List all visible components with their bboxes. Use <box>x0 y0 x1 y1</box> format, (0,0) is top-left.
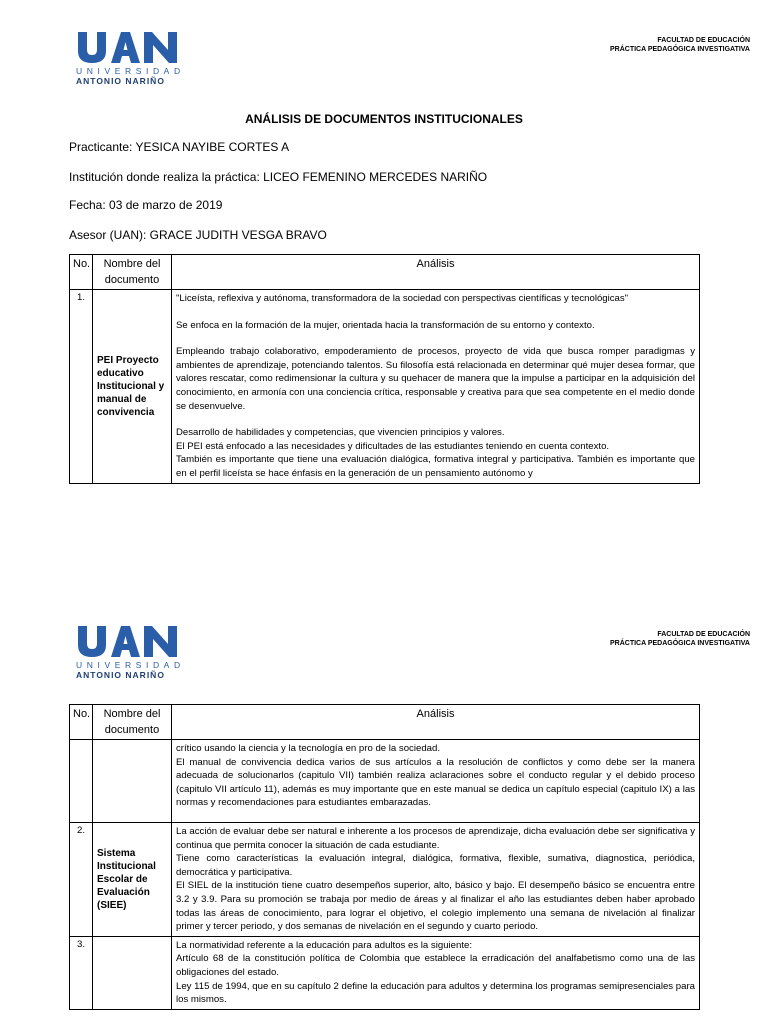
uan-logo <box>76 30 185 86</box>
table-header-row <box>70 705 700 740</box>
page-1-content <box>0 0 768 503</box>
analysis-paragraph: También es importante que tiene una evaluación dialógica, formativa integral y participativa. También es importante que en el perfil liceísta se hace énfasis en la generación de un pensamiento autónomo y <box>176 454 695 479</box>
program-label: PRÁCTICA PEDAGÓGICA INVESTIGATIVA <box>609 640 750 647</box>
header-analisis: Análisis <box>172 705 700 740</box>
analysis-paragraph: El PEI está enfocado a las necesidades y dificultades de las estudiantes teniendo en cuenta contexto. <box>176 440 610 452</box>
row-number: 3. <box>70 936 93 1009</box>
document-name: PEI Proyecto educativo Institucional y manual de convivencia <box>93 290 172 484</box>
logo-name: ANTONIO NARIÑO <box>76 76 165 86</box>
logo-subtitle: UNIVERSIDAD <box>76 66 185 76</box>
uan-logo-mark <box>76 624 180 658</box>
analysis-paragraph: Empleando trabajo colaborativo, empoderamiento de procesos, proyecto de vida que busca romper paradigmas y ambientes de aprendizaje, potenciando talentos. Su filosofía está relacionada en determinar qué mujer desea formar, que valores rescatar, como redimensionar la cultura y su quehacer de manera que la impulse a participar en la adquisición del conocimiento, en armonía con una conciencia crítica, responsable y creativa para que sea competente en el medio donde se desenvuelve. <box>176 346 695 412</box>
spacer <box>176 810 695 820</box>
header-no: No. <box>70 705 93 740</box>
analysis-paragraph: Tiene como características la evaluación integral, dialógica, formativa, flexible, sumativa, diagnostica, periódica, democrática y participativa. <box>176 853 695 878</box>
document-name-empty <box>93 740 172 823</box>
analysis-paragraph: Desarrollo de habilidades y competencias, que vivencien principios y valores. <box>176 427 505 439</box>
practicante-line: Practicante: YESICA NAYIBE CORTES A <box>69 140 290 154</box>
analysis-paragraph: El manual de convivencia dedica varios de sus artículos a la resolución de conflictos y como debe ser la manera adecuada de solucionarlos (capitulo VII) también realiza aclaraciones sobre el conducto regular y el debido proceso (capitulo VII artículo 11), además es muy importante que en este manual se dedica un capítulo especial (capitulo IX) a las normas y recomendaciones para estudiantes embarazadas. <box>176 756 695 809</box>
document-name-empty <box>93 936 172 1009</box>
analysis-cell <box>172 822 700 936</box>
header-no: No. <box>70 255 93 290</box>
logo-subtitle: UNIVERSIDAD <box>76 660 185 670</box>
header-analisis: Análisis <box>172 255 700 290</box>
table-row <box>70 290 700 484</box>
analysis-paragraph: La normatividad referente a la educación para adultos es la siguiente: <box>176 939 472 951</box>
analysis-cell <box>172 290 700 484</box>
document-title: ANÁLISIS DE DOCUMENTOS INSTITUCIONALES <box>245 112 523 126</box>
analysis-table <box>69 254 700 484</box>
analysis-paragraph: La acción de evaluar debe ser natural e inherente a los procesos de aprendizaje, dicha evaluación debe ser significativa y continua que permita conocer la situación de cada estudiante. <box>176 825 695 851</box>
page-2-content <box>0 578 768 1024</box>
row-number: 2. <box>70 822 93 936</box>
program-label: PRÁCTICA PEDAGÓGICA INVESTIGATIVA <box>609 46 750 53</box>
fecha-line: Fecha: 03 de marzo de 2019 <box>69 198 223 212</box>
institucion-line: Institución donde realiza la práctica: LICEO FEMENINO MERCEDES NARIÑO <box>69 170 488 184</box>
analysis-paragraph: Se enfoca en la formación de la mujer, orientada hacia la transformación de su entorno y contexto. <box>176 319 595 331</box>
analysis-paragraph: "Liceísta, reflexiva y autónoma, transformadora de la sociedad con perspectivas científicas y tecnológicas" <box>176 293 629 304</box>
analysis-paragraph: Artículo 68 de la constitución política de Colombia que establece la erradicación del analfabetismo como una de las obligaciones del estado. <box>176 953 695 978</box>
row-number-empty <box>70 740 93 823</box>
asesor-line: Asesor (UAN): GRACE JUDITH VESGA BRAVO <box>69 228 327 242</box>
table-row <box>70 740 700 823</box>
row-number: 1. <box>70 290 93 484</box>
faculty-label: FACULTAD DE EDUCACIÓN <box>657 631 750 638</box>
header-nombre: Nombre del documento <box>93 255 172 290</box>
analysis-cell <box>172 936 700 1009</box>
faculty-label: FACULTAD DE EDUCACIÓN <box>657 37 750 44</box>
analysis-paragraph: crítico usando la ciencia y la tecnología en pro de la sociedad. <box>176 743 440 754</box>
analysis-table-continued <box>69 704 700 1010</box>
analysis-paragraph: El SIEL de la institución tiene cuatro desempeños superior, alto, básico y bajo. El desempeño básico se encuentra entre 3.2 y 3.9. Para su promoción se trabaja por medio de áreas y al finalizar el año las estudiantes deben haber aprobado todas las áreas de conocimiento, para lograr el objetivo, el colegio implemento una semana de nivelación al finalizar primer y tercer periodo, y dos semanas de nivelación en el segundo y cuarto periodo. <box>176 880 695 933</box>
uan-logo-mark <box>76 30 180 64</box>
header-right <box>610 630 750 648</box>
analysis-paragraph: Ley 115 de 1994, que en su capítulo 2 define la educación para adultos y determina los programas semipresenciales para los mismos. <box>176 980 695 1006</box>
header-right <box>610 36 750 54</box>
document-name: Sistema Institucional Escolar de Evaluación (SIEE) <box>93 822 172 936</box>
header-nombre: Nombre del documento <box>93 705 172 740</box>
uan-logo <box>76 624 185 680</box>
logo-name: ANTONIO NARIÑO <box>76 670 165 680</box>
analysis-cell <box>172 740 700 823</box>
page-2 <box>0 578 768 1024</box>
table-row <box>70 936 700 1009</box>
table-row <box>70 822 700 936</box>
table-header-row <box>70 255 700 290</box>
